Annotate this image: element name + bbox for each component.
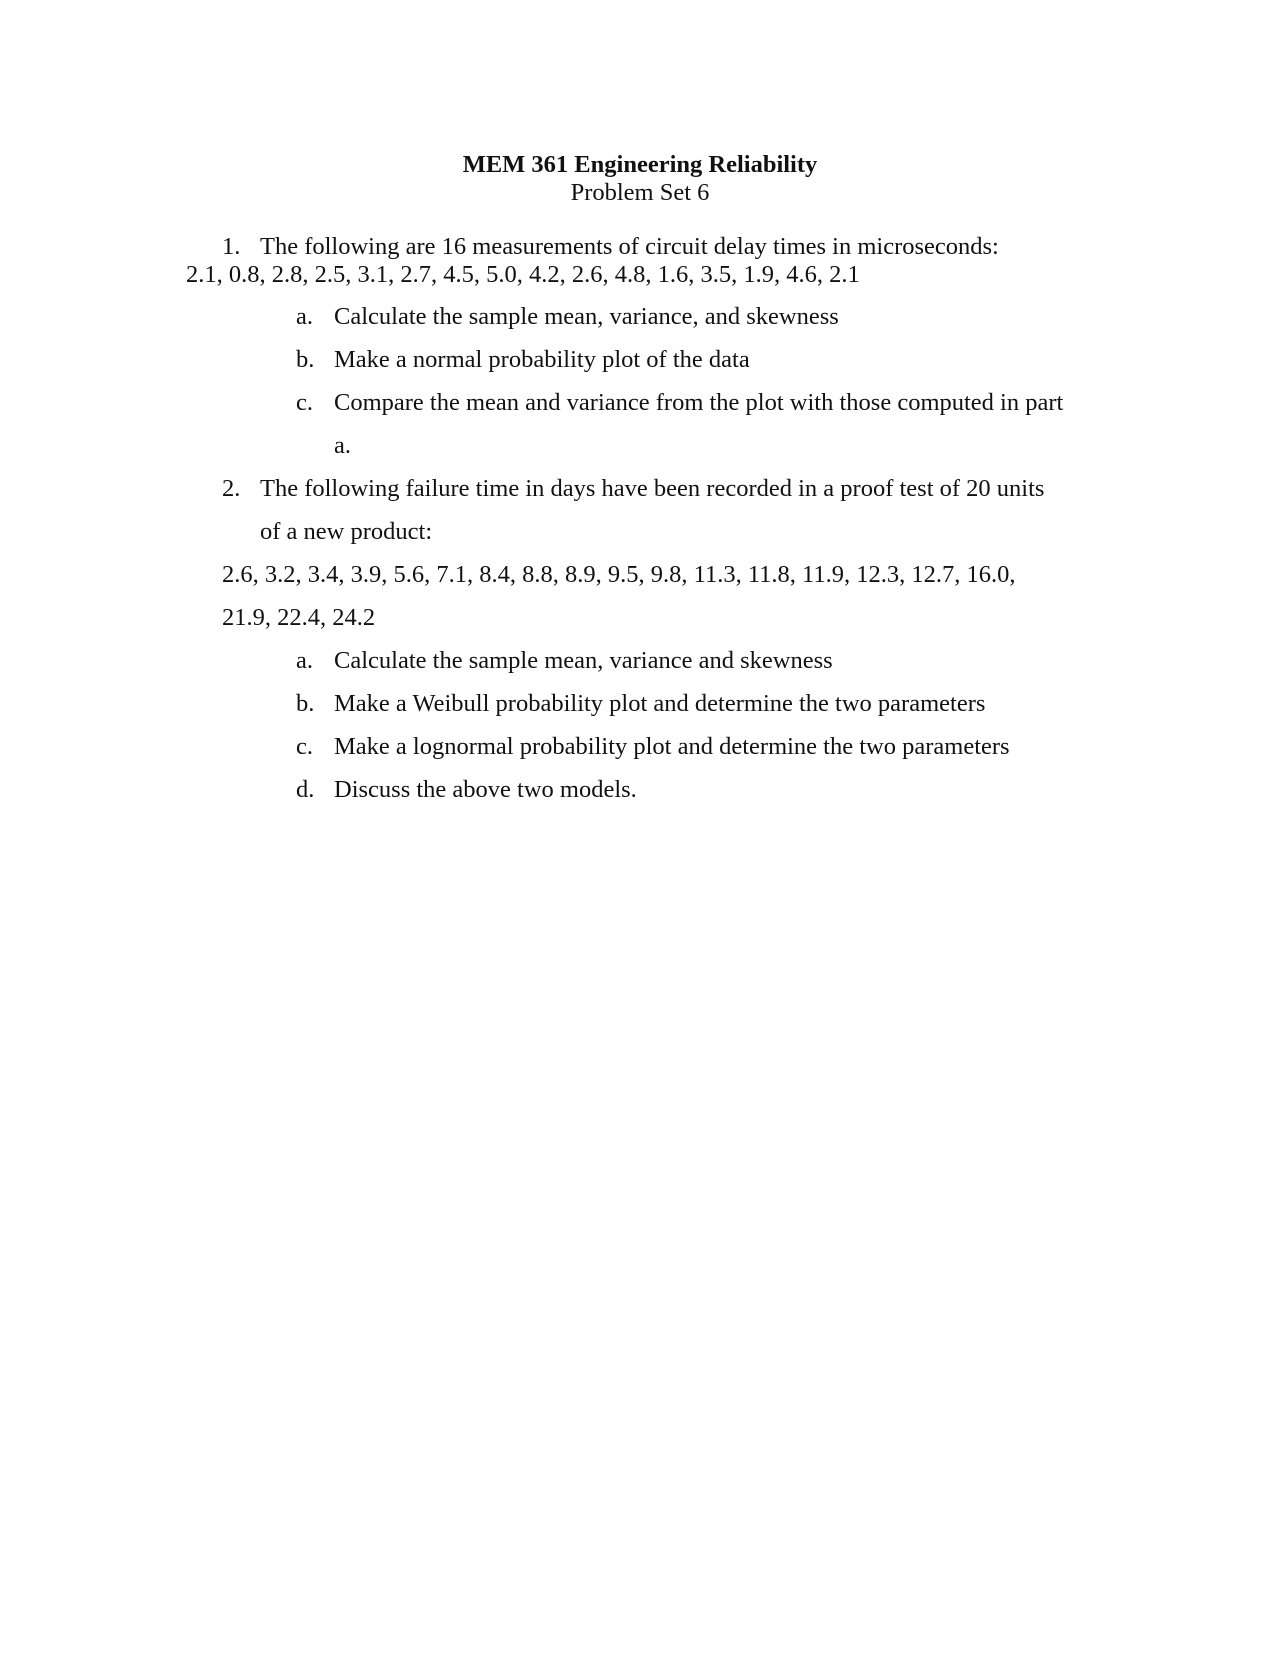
- problem-2-part-c-text: Make a lognormal probability plot and determine the two parameters: [334, 733, 1010, 760]
- problem-1-number: 1.: [222, 233, 241, 260]
- problem-2-part-a-text: Calculate the sample mean, variance and skewness: [334, 647, 833, 674]
- problem-2-part-c-label: c.: [296, 733, 313, 760]
- problem-1-part-a-text: Calculate the sample mean, variance, and skewness: [334, 303, 839, 330]
- problem-2-part-b-text: Make a Weibull probability plot and determine the two parameters: [334, 690, 986, 717]
- problem-2-text-continuation: of a new product:: [260, 518, 433, 545]
- problem-1-part-b-text: Make a normal probability plot of the data: [334, 346, 750, 373]
- problem-2-part-d-label: d.: [296, 776, 315, 803]
- problem-1-part-b-label: b.: [296, 346, 315, 373]
- problem-1-part-a-label: a.: [296, 303, 313, 330]
- problem-1-part-c-continuation: a.: [334, 432, 351, 459]
- problem-2-data-line-2: 21.9, 22.4, 24.2: [222, 604, 376, 631]
- problem-1-part-c-label: c.: [296, 389, 313, 416]
- problem-2-text: The following failure time in days have been recorded in a proof test of 20 units: [260, 475, 1045, 502]
- problem-2-part-d-text: Discuss the above two models.: [334, 776, 637, 803]
- problem-1-text: The following are 16 measurements of circuit delay times in microseconds:: [260, 233, 999, 260]
- problem-1-data: 2.1, 0.8, 2.8, 2.5, 3.1, 2.7, 4.5, 5.0, 4.2, 2.6, 4.8, 1.6, 3.5, 1.9, 4.6, 2.1: [186, 261, 860, 288]
- problem-2-part-a-label: a.: [296, 647, 313, 674]
- problem-2-part-b-label: b.: [296, 690, 315, 717]
- problem-1-part-c-text: Compare the mean and variance from the plot with those computed in part: [334, 389, 1064, 416]
- document-title: MEM 361 Engineering Reliability: [462, 151, 818, 178]
- document-subtitle: Problem Set 6: [570, 179, 710, 206]
- problem-2-data-line-1: 2.6, 3.2, 3.4, 3.9, 5.6, 7.1, 8.4, 8.8, 8.9, 9.5, 9.8, 11.3, 11.8, 11.9, 12.3, 12.7, 16.0,: [222, 561, 1016, 588]
- problem-2-number: 2.: [222, 475, 241, 502]
